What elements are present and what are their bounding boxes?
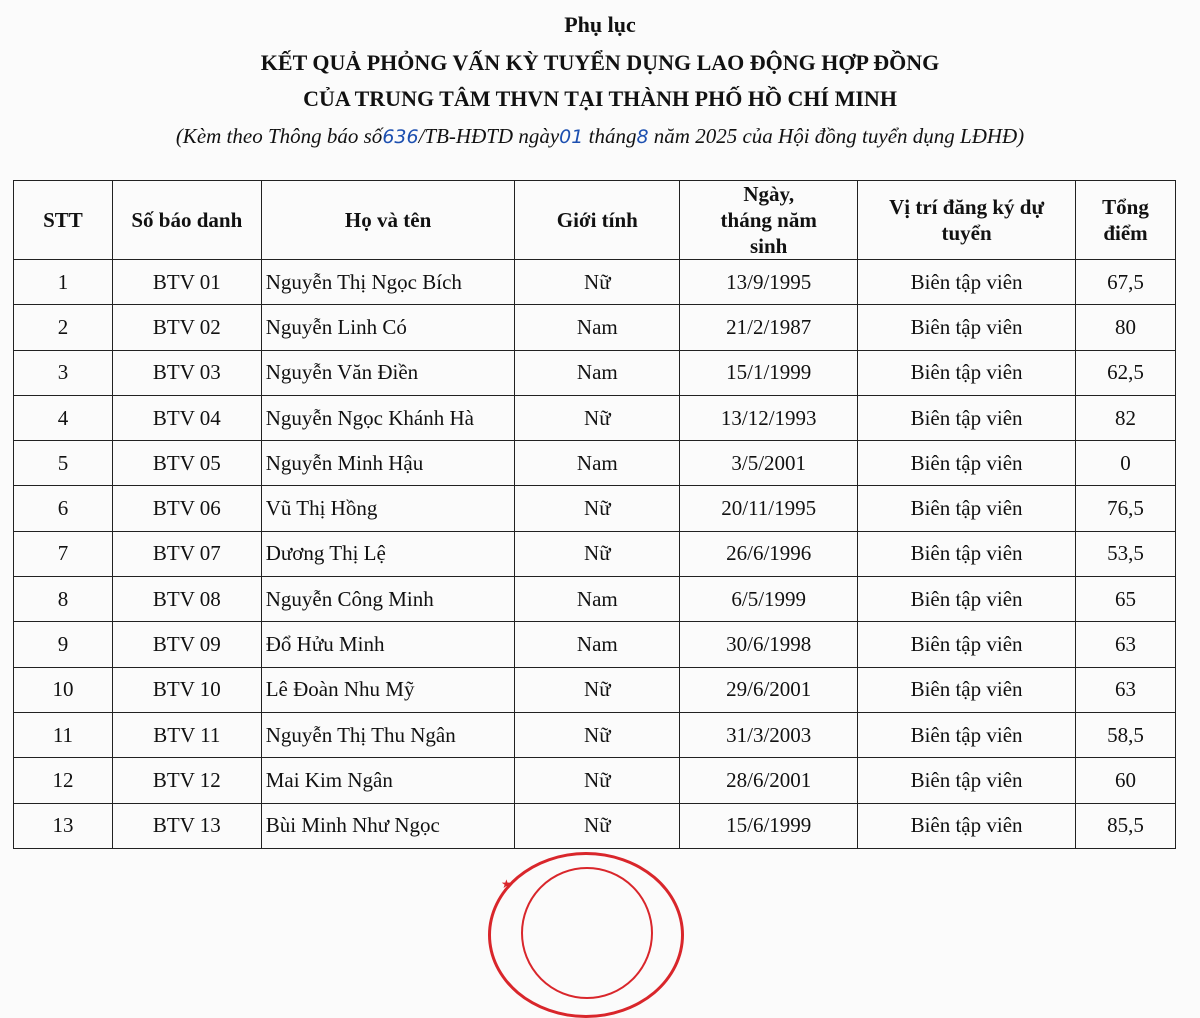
table-row xyxy=(14,622,1176,667)
table-header-row xyxy=(14,181,1176,260)
cell-stt: 8 xyxy=(14,577,113,622)
document-title-line2: CỦA TRUNG TÂM THVN TẠI THÀNH PHỐ HỒ CHÍ MINH xyxy=(303,86,897,111)
cell-dob: 29/6/2001 xyxy=(680,667,858,712)
cell-gender: Nữ xyxy=(515,803,680,848)
document-subtitle xyxy=(0,124,1200,149)
cell-name: Dương Thị Lệ xyxy=(261,531,515,576)
cell-gender: Nam xyxy=(515,305,680,350)
cell-dob: 6/5/1999 xyxy=(680,577,858,622)
table-row xyxy=(14,712,1176,757)
cell-stt: 2 xyxy=(14,305,113,350)
cell-stt: 1 xyxy=(14,260,113,305)
table-row xyxy=(14,260,1176,305)
cell-sbd: BTV 05 xyxy=(112,441,261,486)
subtitle-suffix: năm 2025 của Hội đồng tuyển dụng LĐHĐ) xyxy=(648,124,1025,148)
cell-position: Biên tập viên xyxy=(858,486,1076,531)
cell-score: 80 xyxy=(1075,305,1175,350)
cell-position: Biên tập viên xyxy=(858,395,1076,440)
cell-dob: 15/6/1999 xyxy=(680,803,858,848)
cell-sbd: BTV 04 xyxy=(112,395,261,440)
cell-stt: 12 xyxy=(14,758,113,803)
cell-name: Nguyễn Linh Có xyxy=(261,305,515,350)
cell-stt: 11 xyxy=(14,712,113,757)
cell-name: Vũ Thị Hồng xyxy=(261,486,515,531)
official-seal xyxy=(488,852,684,1018)
cell-score: 65 xyxy=(1075,577,1175,622)
col-header-position: Vị trí đăng ký dự tuyển xyxy=(858,181,1076,260)
cell-sbd: BTV 10 xyxy=(112,667,261,712)
cell-sbd: BTV 09 xyxy=(112,622,261,667)
cell-sbd: BTV 06 xyxy=(112,486,261,531)
cell-gender: Nam xyxy=(515,350,680,395)
table-row xyxy=(14,305,1176,350)
cell-name: Nguyễn Công Minh xyxy=(261,577,515,622)
cell-name: Nguyễn Thị Ngọc Bích xyxy=(261,260,515,305)
cell-position: Biên tập viên xyxy=(858,622,1076,667)
cell-gender: Nữ xyxy=(515,486,680,531)
cell-name: Nguyễn Minh Hậu xyxy=(261,441,515,486)
cell-score: 60 xyxy=(1075,758,1175,803)
col-header-name: Họ và tên xyxy=(261,181,515,260)
table-row xyxy=(14,803,1176,848)
table-row xyxy=(14,486,1176,531)
cell-gender: Nam xyxy=(515,622,680,667)
handwritten-doc-number: 636 xyxy=(382,126,419,148)
cell-dob: 13/12/1993 xyxy=(680,395,858,440)
cell-score: 63 xyxy=(1075,667,1175,712)
seal-star-icon: ★ xyxy=(501,877,512,891)
cell-sbd: BTV 12 xyxy=(112,758,261,803)
cell-sbd: BTV 03 xyxy=(112,350,261,395)
cell-score: 53,5 xyxy=(1075,531,1175,576)
results-table xyxy=(13,180,1176,849)
cell-dob: 26/6/1996 xyxy=(680,531,858,576)
cell-position: Biên tập viên xyxy=(858,758,1076,803)
cell-position: Biên tập viên xyxy=(858,667,1076,712)
cell-score: 76,5 xyxy=(1075,486,1175,531)
cell-position: Biên tập viên xyxy=(858,577,1076,622)
subtitle-prefix: (Kèm theo Thông báo số xyxy=(175,124,383,148)
cell-position: Biên tập viên xyxy=(858,803,1076,848)
cell-sbd: BTV 11 xyxy=(112,712,261,757)
handwritten-day: 01 xyxy=(559,126,584,148)
cell-dob: 13/9/1995 xyxy=(680,260,858,305)
cell-gender: Nam xyxy=(515,577,680,622)
cell-dob: 21/2/1987 xyxy=(680,305,858,350)
cell-score: 58,5 xyxy=(1075,712,1175,757)
cell-dob: 31/3/2003 xyxy=(680,712,858,757)
cell-name: Bùi Minh Như Ngọc xyxy=(261,803,515,848)
col-header-dob: Ngày, tháng năm sinh xyxy=(680,181,858,260)
cell-name: Đổ Hửu Minh xyxy=(261,622,515,667)
cell-position: Biên tập viên xyxy=(858,305,1076,350)
cell-gender: Nữ xyxy=(515,758,680,803)
cell-name: Mai Kim Ngân xyxy=(261,758,515,803)
cell-stt: 9 xyxy=(14,622,113,667)
table-row xyxy=(14,395,1176,440)
cell-score: 67,5 xyxy=(1075,260,1175,305)
cell-sbd: BTV 01 xyxy=(112,260,261,305)
cell-gender: Nam xyxy=(515,441,680,486)
cell-position: Biên tập viên xyxy=(858,350,1076,395)
table-row xyxy=(14,531,1176,576)
cell-sbd: BTV 13 xyxy=(112,803,261,848)
cell-stt: 7 xyxy=(14,531,113,576)
table-row xyxy=(14,758,1176,803)
cell-gender: Nữ xyxy=(515,395,680,440)
cell-name: Nguyễn Thị Thu Ngân xyxy=(261,712,515,757)
table-row xyxy=(14,667,1176,712)
table-row xyxy=(14,350,1176,395)
cell-position: Biên tập viên xyxy=(858,260,1076,305)
cell-sbd: BTV 02 xyxy=(112,305,261,350)
cell-sbd: BTV 08 xyxy=(112,577,261,622)
cell-dob: 20/11/1995 xyxy=(680,486,858,531)
cell-position: Biên tập viên xyxy=(858,441,1076,486)
cell-position: Biên tập viên xyxy=(858,531,1076,576)
col-header-score: Tổng điểm xyxy=(1075,181,1175,260)
table-row xyxy=(14,577,1176,622)
cell-name: Lê Đoàn Nhu Mỹ xyxy=(261,667,515,712)
cell-score: 0 xyxy=(1075,441,1175,486)
cell-gender: Nữ xyxy=(515,712,680,757)
cell-name: Nguyễn Văn Điền xyxy=(261,350,515,395)
cell-sbd: BTV 07 xyxy=(112,531,261,576)
cell-name: Nguyễn Ngọc Khánh Hà xyxy=(261,395,515,440)
cell-stt: 4 xyxy=(14,395,113,440)
cell-score: 62,5 xyxy=(1075,350,1175,395)
cell-dob: 28/6/2001 xyxy=(680,758,858,803)
cell-gender: Nữ xyxy=(515,667,680,712)
subtitle-mid1: /TB-HĐTD ngày xyxy=(418,124,560,148)
cell-position: Biên tập viên xyxy=(858,712,1076,757)
subtitle-mid2: tháng xyxy=(583,124,637,148)
document-title-line1: KẾT QUẢ PHỎNG VẤN KỲ TUYỂN DỤNG LAO ĐỘNG HỢP ĐỒNG xyxy=(260,50,940,75)
seal-inner-ring xyxy=(521,867,653,999)
cell-dob: 30/6/1998 xyxy=(680,622,858,667)
col-header-gender: Giới tính xyxy=(515,181,680,260)
cell-score: 63 xyxy=(1075,622,1175,667)
cell-score: 85,5 xyxy=(1075,803,1175,848)
table-row xyxy=(14,441,1176,486)
cell-gender: Nữ xyxy=(515,260,680,305)
cell-dob: 15/1/1999 xyxy=(680,350,858,395)
appendix-label: Phụ lục xyxy=(564,12,636,37)
cell-score: 82 xyxy=(1075,395,1175,440)
cell-stt: 10 xyxy=(14,667,113,712)
col-header-sbd: Số báo danh xyxy=(112,181,261,260)
cell-dob: 3/5/2001 xyxy=(680,441,858,486)
cell-stt: 5 xyxy=(14,441,113,486)
cell-stt: 3 xyxy=(14,350,113,395)
col-header-stt: STT xyxy=(14,181,113,260)
handwritten-month: 8 xyxy=(636,126,649,148)
cell-stt: 13 xyxy=(14,803,113,848)
cell-stt: 6 xyxy=(14,486,113,531)
cell-gender: Nữ xyxy=(515,531,680,576)
